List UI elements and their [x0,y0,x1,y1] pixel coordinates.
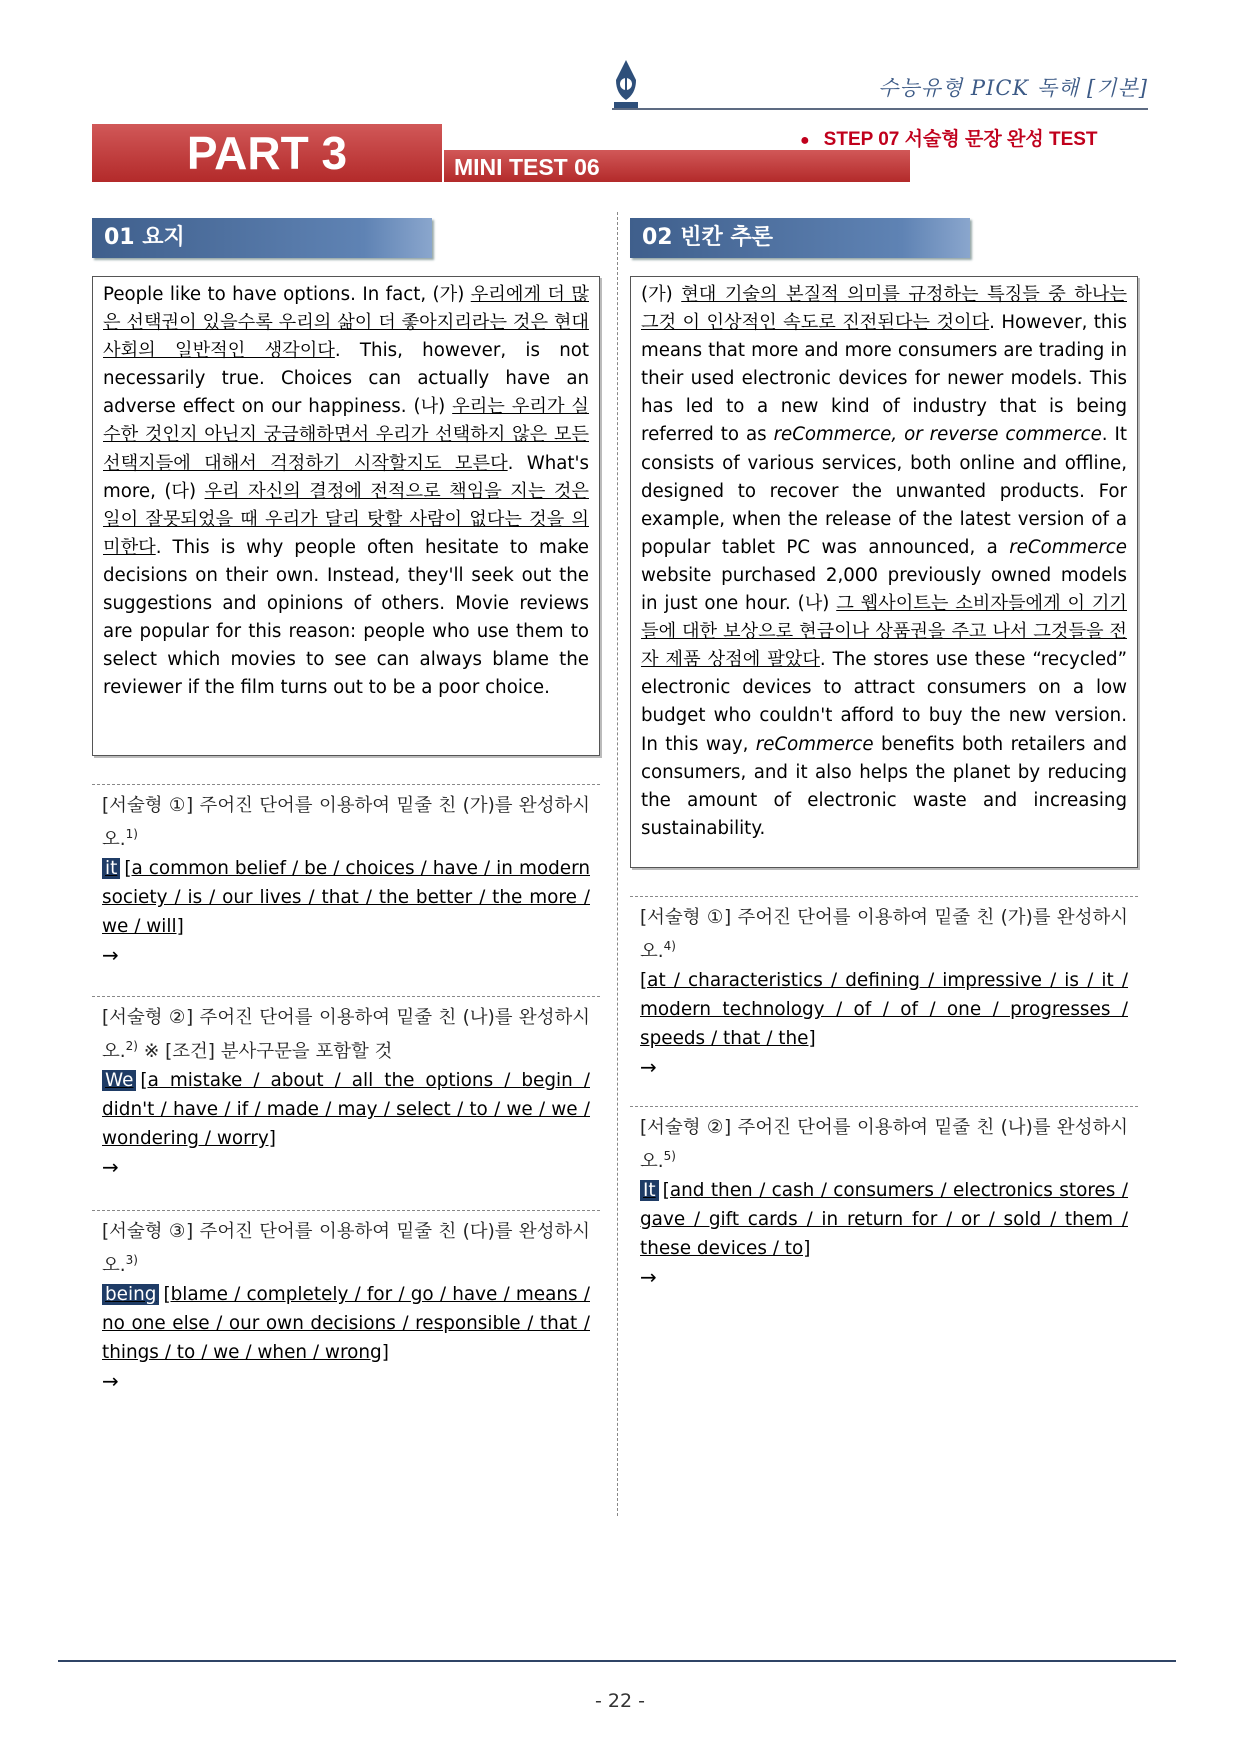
header-rule [612,108,1148,110]
footnote-marker: 4) [663,939,676,953]
italic-term: reCommerce [1009,536,1127,558]
section-2-title: 02 빈칸 추론 [630,218,970,258]
section-1-title: 01 요지 [92,218,432,258]
word-list: [and then / cash / consumers / electronics stores / gave / gift cards / in return for / or / sold / them / these devices / to] [640,1180,1128,1260]
prompt-text: [서술형 ①] 주어진 단어를 이용하여 밑줄 친 (가)를 완성하시오. [102,795,590,851]
prompt-text: [서술형 ②] 주어진 단어를 이용하여 밑줄 친 (나)를 완성하시오. [102,1007,590,1063]
word-bank [640,966,1128,1053]
page-number: - 22 - [595,1690,645,1712]
underlined-da: 우리 자신의 결정에 전적으로 책임을 지는 것은 일이 잘못되었을 때 우리가 달리 탓할 사람이 없다는 것을 의미한다 [103,480,589,558]
step-text: STEP 07 서술형 문장 완성 TEST [823,129,1098,150]
start-word: it [102,858,120,879]
book-title: 수능유형 PICK 독해 [기본] [878,76,1148,100]
passage-text: website purchased 2,000 previously owned models in just one hour. (나) [641,564,1127,615]
word-bank [640,1176,1128,1263]
underlined-ga: 현대 기술의 본질적 의미를 규정하는 특징들 중 하나는 그것 이 인상적인 속도로 진전된다는 것이다 [641,284,1127,334]
word-list: [a common belief / be / choices / have / in modern society / is / our lives / that / the better / the more / we / will] [102,858,590,938]
word-bank [102,854,590,941]
passage-text: . This, however, is not necessarily true. Choices can actually have an adverse effect on our happiness. (나) [103,340,589,418]
prompt-text: [서술형 ③] 주어진 단어를 이용하여 밑줄 친 (다)를 완성하시오. [102,1221,590,1277]
footnote-marker: 2) [125,1039,138,1053]
answer-arrow-icon: → [640,1055,657,1080]
passage-1 [92,276,600,756]
condition-text: ※ [조건] 분사구문을 포함할 것 [143,1041,393,1063]
part-title: PART 3 [92,124,442,182]
passage-text: . What's more, (다) [103,452,589,502]
start-word: It [640,1180,659,1201]
question-5 [630,1106,1138,1292]
passage-text: People like to have options. In fact, (가) [103,284,471,305]
answer-arrow-icon: → [102,1369,119,1394]
passage-text: benefits both retailers and consumers, and it also helps the planet by reducing the amount of electronic waste and increasing sustainability. [641,733,1127,839]
question-1 [92,784,600,970]
question-4 [630,896,1138,1082]
word-bank [102,1066,590,1153]
question-prompt [640,903,1128,966]
question-prompt [102,1217,590,1280]
mini-test-title: MINI TEST 06 [444,150,910,182]
prompt-text: [서술형 ②] 주어진 단어를 이용하여 밑줄 친 (나)를 완성하시오. [640,1117,1128,1173]
answer-arrow-icon: → [640,1265,657,1290]
word-list: [blame / completely / for / go / have / means / no one else / our own decisions / responsible / that / things / to / we / when / wrong] [102,1284,590,1364]
answer-arrow-icon: → [102,1155,119,1180]
question-prompt [102,791,590,854]
footnote-marker: 3) [125,1253,138,1267]
passage-2-text [641,281,1127,843]
underlined-na: 우리는 우리가 실수한 것인지 아닌지 궁금해하면서 우리가 선택하지 않은 모든 선택지들에 대해서 걱정하기 시작할지도 모른다 [103,396,589,474]
step-label [800,124,1098,151]
question-3 [92,1210,600,1396]
underlined-na: 그 웹사이트는 소비자들에게 이 기기들에 대한 보상으로 현금이나 상품권을 주고 나서 그것들을 전자 제품 상점에 팔았다 [641,593,1127,671]
passage-1-text [103,281,589,702]
passage-2 [630,276,1138,868]
footnote-marker: 5) [663,1149,676,1163]
start-word: being [102,1284,159,1305]
start-word: We [102,1070,136,1091]
passage-text: . However, this means that more and more consumers are trading in their used electronic devices for newer models. This has led to a new kind of industry that is being referred to as [641,312,1127,446]
answer-arrow-icon: → [102,943,119,968]
word-list: [a mistake / about / all the options / begin / didn't / have / if / made / may / select / to / we / we / wondering / worry] [102,1070,590,1150]
underlined-ga: 우리에게 더 많은 선택권이 있을수록 우리의 삶이 더 좋아지리라는 것은 현대 사회의 일반적인 생각이다 [103,284,589,362]
footnote-marker: 1) [125,827,138,841]
question-prompt [640,1113,1128,1176]
passage-text: . It consists of various services, both online and offline, designed to recover the unwanted products. For example, when the release of the latest version of a popular tablet PC was announced, a [641,424,1127,558]
column-divider [617,212,618,1516]
prompt-text: [서술형 ①] 주어진 단어를 이용하여 밑줄 친 (가)를 완성하시오. [640,907,1128,963]
italic-term: reCommerce [755,733,874,755]
question-2 [92,996,600,1182]
italic-term: reCommerce, or reverse commerce [773,424,1102,446]
footer-rule [58,1660,1176,1662]
passage-text: (가) [641,284,682,305]
word-list: [at / characteristics / defining / impressive / is / it / modern technology / of / of / one / progresses / speeds / that / the] [640,970,1128,1050]
passage-text: . This is why people often hesitate to make decisions on their own. Instead, they'll seek out the suggestions and opinions of others. Movie reviews are popular for this reason: people who use them to select which movies to see can always blame the reviewer if the film turns out to be a poor choice. [103,536,589,699]
question-prompt [102,1003,590,1066]
word-bank [102,1280,590,1367]
passage-text: . The stores use these “recycled” electronic devices to attract consumers on a low budget who couldn't afford to buy the new version. In this way, [641,649,1127,755]
fountain-pen-logo-icon [612,58,640,110]
bullet-icon: ● [800,132,810,149]
